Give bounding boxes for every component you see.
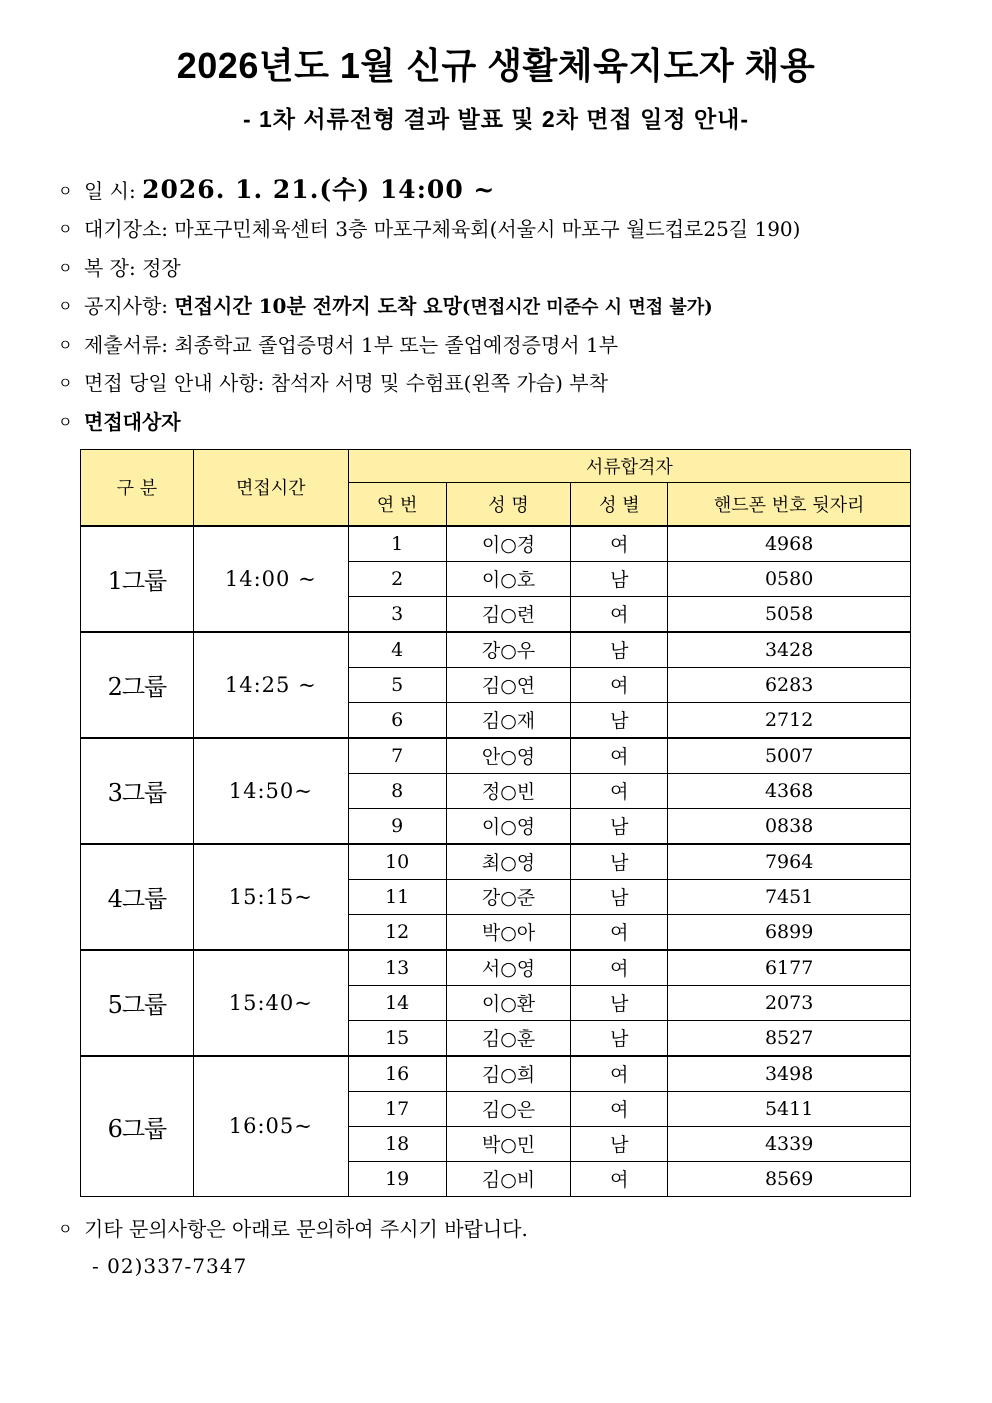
group-label: 5그룹 [81, 950, 194, 1056]
candidate-gender: 여 [571, 667, 668, 702]
notice-value: 면접시간 10분 전까지 도착 요망 [174, 294, 462, 318]
row-number: 10 [348, 844, 446, 880]
documents-label: 제출서류: [84, 333, 169, 357]
bullet-icon: ㅇ [58, 259, 73, 277]
row-number: 18 [348, 1126, 446, 1161]
candidate-name: 박○아 [446, 914, 571, 950]
info-place [58, 213, 800, 242]
group-label: 4그룹 [81, 844, 194, 950]
phone-last-digits: 5411 [668, 1091, 911, 1126]
candidate-name: 강○준 [446, 879, 571, 914]
phone-last-digits: 0580 [668, 561, 911, 596]
group-time: 15:15~ [193, 844, 348, 950]
candidates-table [80, 449, 911, 1197]
notice-label: 공지사항: [84, 294, 169, 318]
row-number: 14 [348, 985, 446, 1020]
candidate-gender: 여 [571, 950, 668, 986]
table-row [81, 526, 911, 562]
place-label: 대기장소: [84, 217, 169, 241]
bullet-icon: ㅇ [58, 374, 73, 392]
candidate-gender: 남 [571, 702, 668, 738]
phone-last-digits: 6177 [668, 950, 911, 986]
header-name: 성 명 [446, 483, 571, 526]
group-label: 2그룹 [81, 632, 194, 738]
page-subtitle: - 1차 서류전형 결과 발표 및 2차 면접 일정 안내- [242, 106, 750, 132]
candidate-name: 이○호 [446, 561, 571, 596]
candidate-gender: 여 [571, 1091, 668, 1126]
phone-last-digits: 8569 [668, 1161, 911, 1196]
page-title: 2026년도 1월 신규 생활체육지도자 채용 [176, 45, 816, 86]
phone-last-digits: 3498 [668, 1056, 911, 1092]
table-row [81, 632, 911, 668]
phone-last-digits: 4339 [668, 1126, 911, 1161]
candidate-gender: 남 [571, 561, 668, 596]
candidate-name: 김○련 [446, 596, 571, 632]
row-number: 4 [348, 632, 446, 668]
bullet-icon: ㅇ [58, 182, 73, 200]
phone-last-digits: 2712 [668, 702, 911, 738]
group-label: 6그룹 [81, 1056, 194, 1197]
footer-phone: - 02)337-7347 [92, 1254, 248, 1278]
candidate-gender: 남 [571, 985, 668, 1020]
row-number: 17 [348, 1091, 446, 1126]
group-time: 14:25 ~ [193, 632, 348, 738]
phone-last-digits: 5007 [668, 738, 911, 774]
documents-value: 최종학교 졸업증명서 1부 또는 졸업예정증명서 1부 [174, 333, 619, 357]
candidate-gender: 여 [571, 1161, 668, 1196]
footer-inquiry [58, 1213, 528, 1242]
candidate-name: 이○환 [446, 985, 571, 1020]
table-row [81, 950, 911, 986]
group-time: 15:40~ [193, 950, 348, 1056]
candidate-name: 박○민 [446, 1126, 571, 1161]
candidate-gender: 여 [571, 1056, 668, 1092]
group-label: 3그룹 [81, 738, 194, 844]
datetime-label: 일 시: [84, 179, 136, 203]
candidate-name: 김○재 [446, 702, 571, 738]
phone-last-digits: 4968 [668, 526, 911, 562]
row-number: 15 [348, 1020, 446, 1056]
candidate-gender: 여 [571, 914, 668, 950]
notice-note: (면접시간 미준수 시 면접 불가) [461, 297, 713, 318]
row-number: 1 [348, 526, 446, 562]
row-number: 5 [348, 667, 446, 702]
candidate-name: 최○영 [446, 844, 571, 880]
candidate-name: 김○희 [446, 1056, 571, 1092]
bullet-icon: ㅇ [58, 297, 73, 315]
dress-label: 복 장: [84, 256, 136, 280]
place-value: 마포구민체육센터 3층 마포구체육회(서울시 마포구 월드컵로25길 190) [174, 217, 801, 241]
candidate-gender: 남 [571, 1020, 668, 1056]
header-gender: 성 별 [571, 483, 668, 526]
guide-text: 면접 당일 안내 사항: 참석자 서명 및 수험표(왼쪽 가슴) 부착 [84, 371, 608, 395]
group-time: 14:50~ [193, 738, 348, 844]
row-number: 19 [348, 1161, 446, 1196]
candidate-name: 김○훈 [446, 1020, 571, 1056]
row-number: 3 [348, 596, 446, 632]
header-passers: 서류합격자 [348, 450, 910, 483]
group-time: 16:05~ [193, 1056, 348, 1197]
candidate-gender: 여 [571, 773, 668, 808]
row-number: 6 [348, 702, 446, 738]
header-group: 구 분 [81, 450, 194, 526]
candidate-name: 김○비 [446, 1161, 571, 1196]
row-number: 2 [348, 561, 446, 596]
candidate-name: 서○영 [446, 950, 571, 986]
candidate-name: 김○은 [446, 1091, 571, 1126]
info-datetime [58, 170, 495, 206]
info-candidates-heading [58, 406, 181, 435]
phone-last-digits: 3428 [668, 632, 911, 668]
row-number: 11 [348, 879, 446, 914]
inquiry-text: 기타 문의사항은 아래로 문의하여 주시기 바랍니다. [84, 1217, 528, 1241]
phone-last-digits: 6283 [668, 667, 911, 702]
phone-last-digits: 7451 [668, 879, 911, 914]
row-number: 16 [348, 1056, 446, 1092]
candidate-gender: 남 [571, 1126, 668, 1161]
phone-last-digits: 4368 [668, 773, 911, 808]
candidate-gender: 남 [571, 879, 668, 914]
info-documents [58, 329, 618, 358]
datetime-value: 2026. 1. 21.(수) 14:00 ~ [142, 175, 496, 204]
header-no: 연 번 [348, 483, 446, 526]
candidate-gender: 남 [571, 844, 668, 880]
phone-last-digits: 2073 [668, 985, 911, 1020]
candidate-name: 강○우 [446, 632, 571, 668]
info-dress [58, 252, 181, 281]
candidates-heading: 면접대상자 [84, 410, 181, 434]
table-row [81, 1056, 911, 1092]
candidate-name: 이○경 [446, 526, 571, 562]
header-time: 면접시간 [193, 450, 348, 526]
dress-value: 정장 [142, 256, 181, 280]
phone-last-digits: 7964 [668, 844, 911, 880]
bullet-icon: ㅇ [58, 220, 73, 238]
info-notice [58, 290, 713, 319]
bullet-icon: ㅇ [58, 413, 73, 431]
phone-last-digits: 6899 [668, 914, 911, 950]
candidate-name: 김○연 [446, 667, 571, 702]
group-label: 1그룹 [81, 526, 194, 632]
candidate-gender: 남 [571, 632, 668, 668]
table-row [81, 844, 911, 880]
candidate-gender: 여 [571, 738, 668, 774]
phone-last-digits: 0838 [668, 808, 911, 844]
candidate-name: 이○영 [446, 808, 571, 844]
bullet-icon: ㅇ [58, 1220, 73, 1238]
row-number: 7 [348, 738, 446, 774]
group-time: 14:00 ~ [193, 526, 348, 632]
row-number: 13 [348, 950, 446, 986]
phone-last-digits: 8527 [668, 1020, 911, 1056]
phone-last-digits: 5058 [668, 596, 911, 632]
row-number: 9 [348, 808, 446, 844]
table-body [81, 526, 911, 1197]
header-phone: 핸드폰 번호 뒷자리 [668, 483, 911, 526]
candidate-name: 정○빈 [446, 773, 571, 808]
bullet-icon: ㅇ [58, 336, 73, 354]
candidate-gender: 여 [571, 596, 668, 632]
info-guide [58, 367, 608, 396]
candidate-gender: 여 [571, 526, 668, 562]
candidate-name: 안○영 [446, 738, 571, 774]
table-row [81, 738, 911, 774]
candidate-gender: 남 [571, 808, 668, 844]
row-number: 8 [348, 773, 446, 808]
row-number: 12 [348, 914, 446, 950]
